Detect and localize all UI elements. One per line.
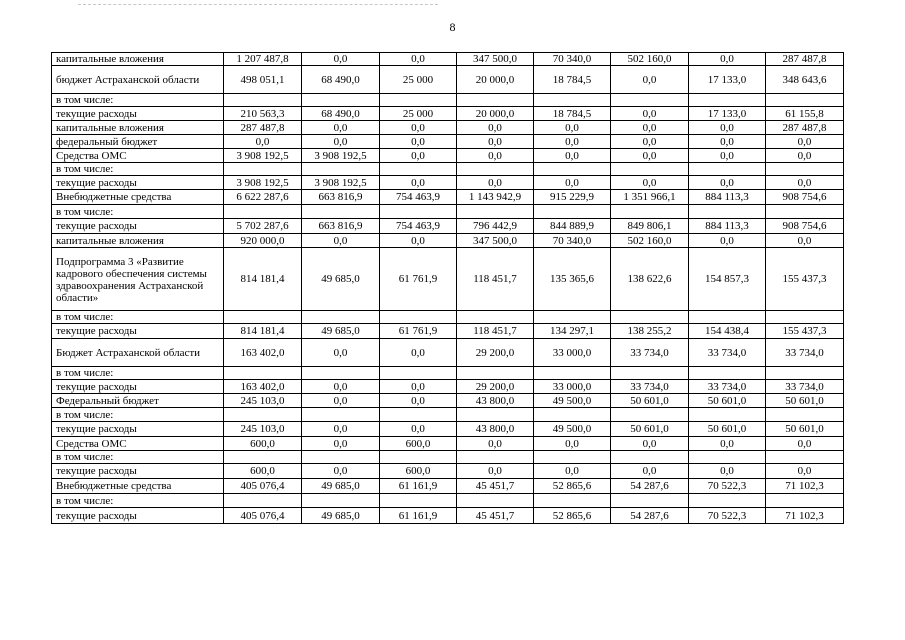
value-cell: 0,0 xyxy=(766,437,844,451)
value-cell xyxy=(766,163,844,176)
value-cell: 33 734,0 xyxy=(766,380,844,394)
row-label: Средства ОМС xyxy=(52,149,224,163)
value-cell: 68 490,0 xyxy=(302,66,380,94)
value-cell: 502 160,0 xyxy=(611,53,689,66)
value-cell: 663 816,9 xyxy=(302,190,380,205)
value-cell: 17 133,0 xyxy=(689,66,766,94)
value-cell xyxy=(457,311,534,324)
value-cell: 118 451,7 xyxy=(457,324,534,339)
value-cell xyxy=(457,205,534,219)
value-cell: 33 734,0 xyxy=(689,380,766,394)
row-label: текущие расходы xyxy=(52,422,224,437)
value-cell xyxy=(302,163,380,176)
value-cell: 0,0 xyxy=(457,121,534,135)
scan-artifact-line xyxy=(78,4,438,5)
value-cell: 348 643,6 xyxy=(766,66,844,94)
value-cell: 0,0 xyxy=(611,107,689,121)
value-cell: 0,0 xyxy=(766,234,844,248)
value-cell: 0,0 xyxy=(457,437,534,451)
value-cell: 50 601,0 xyxy=(611,394,689,408)
value-cell: 0,0 xyxy=(302,135,380,149)
value-cell: 0,0 xyxy=(611,149,689,163)
value-cell: 0,0 xyxy=(689,437,766,451)
value-cell: 70 522,3 xyxy=(689,508,766,524)
row-label: капитальные вложения xyxy=(52,53,224,66)
value-cell: 0,0 xyxy=(302,422,380,437)
page-number: 8 xyxy=(449,20,456,34)
value-cell: 405 076,4 xyxy=(224,479,302,494)
value-cell xyxy=(302,205,380,219)
value-cell xyxy=(689,163,766,176)
value-cell: 0,0 xyxy=(302,234,380,248)
value-cell: 43 800,0 xyxy=(457,422,534,437)
value-cell xyxy=(534,367,611,380)
row-label: в том числе: xyxy=(52,205,224,219)
value-cell: 49 685,0 xyxy=(302,248,380,311)
value-cell: 25 000 xyxy=(380,66,457,94)
value-cell: 70 340,0 xyxy=(534,53,611,66)
table-row xyxy=(52,339,844,367)
row-label: текущие расходы xyxy=(52,508,224,524)
value-cell xyxy=(766,408,844,422)
row-label: в том числе: xyxy=(52,163,224,176)
value-cell xyxy=(689,408,766,422)
value-cell: 0,0 xyxy=(380,422,457,437)
value-cell xyxy=(534,311,611,324)
value-cell: 0,0 xyxy=(380,121,457,135)
value-cell: 0,0 xyxy=(689,149,766,163)
value-cell xyxy=(457,451,534,464)
value-cell: 0,0 xyxy=(302,394,380,408)
table-row xyxy=(52,451,844,464)
value-cell: 33 000,0 xyxy=(534,380,611,394)
value-cell xyxy=(534,494,611,508)
value-cell: 0,0 xyxy=(534,437,611,451)
value-cell xyxy=(380,163,457,176)
value-cell: 18 784,5 xyxy=(534,66,611,94)
value-cell: 154 438,4 xyxy=(689,324,766,339)
value-cell: 135 365,6 xyxy=(534,248,611,311)
value-cell xyxy=(611,451,689,464)
value-cell xyxy=(611,311,689,324)
value-cell: 33 734,0 xyxy=(611,380,689,394)
table-row xyxy=(52,248,844,311)
value-cell: 245 103,0 xyxy=(224,422,302,437)
value-cell: 0,0 xyxy=(302,380,380,394)
value-cell: 0,0 xyxy=(380,135,457,149)
row-label: текущие расходы xyxy=(52,380,224,394)
value-cell xyxy=(766,94,844,107)
value-cell xyxy=(302,408,380,422)
value-cell: 0,0 xyxy=(302,437,380,451)
value-cell: 0,0 xyxy=(611,437,689,451)
table-row xyxy=(52,408,844,422)
value-cell: 3 908 192,5 xyxy=(224,176,302,190)
table-row xyxy=(52,479,844,494)
value-cell: 155 437,3 xyxy=(766,248,844,311)
value-cell: 61 155,8 xyxy=(766,107,844,121)
value-cell xyxy=(302,311,380,324)
budget-table xyxy=(51,52,844,524)
value-cell: 54 287,6 xyxy=(611,479,689,494)
value-cell: 20 000,0 xyxy=(457,66,534,94)
value-cell: 210 563,3 xyxy=(224,107,302,121)
table-row xyxy=(52,205,844,219)
value-cell: 138 622,6 xyxy=(611,248,689,311)
value-cell xyxy=(224,451,302,464)
value-cell: 0,0 xyxy=(380,176,457,190)
value-cell: 0,0 xyxy=(534,135,611,149)
value-cell xyxy=(766,205,844,219)
value-cell: 17 133,0 xyxy=(689,107,766,121)
value-cell: 796 442,9 xyxy=(457,219,534,234)
row-label: Бюджет Астраханской области xyxy=(52,339,224,367)
value-cell xyxy=(534,205,611,219)
value-cell: 0,0 xyxy=(611,464,689,479)
value-cell xyxy=(766,451,844,464)
value-cell: 0,0 xyxy=(611,135,689,149)
value-cell: 0,0 xyxy=(534,176,611,190)
table-row xyxy=(52,422,844,437)
value-cell: 884 113,3 xyxy=(689,219,766,234)
value-cell: 884 113,3 xyxy=(689,190,766,205)
value-cell: 0,0 xyxy=(302,53,380,66)
value-cell xyxy=(380,494,457,508)
value-cell xyxy=(380,451,457,464)
value-cell: 0,0 xyxy=(766,135,844,149)
value-cell: 18 784,5 xyxy=(534,107,611,121)
value-cell: 20 000,0 xyxy=(457,107,534,121)
value-cell: 163 402,0 xyxy=(224,380,302,394)
table-row xyxy=(52,367,844,380)
table-row xyxy=(52,53,844,66)
value-cell: 600,0 xyxy=(380,437,457,451)
row-label: Федеральный бюджет xyxy=(52,394,224,408)
value-cell: 5 702 287,6 xyxy=(224,219,302,234)
value-cell: 54 287,6 xyxy=(611,508,689,524)
value-cell xyxy=(611,205,689,219)
value-cell: 814 181,4 xyxy=(224,324,302,339)
row-label: Средства ОМС xyxy=(52,437,224,451)
value-cell: 0,0 xyxy=(457,464,534,479)
value-cell: 347 500,0 xyxy=(457,53,534,66)
value-cell: 0,0 xyxy=(380,234,457,248)
value-cell: 49 500,0 xyxy=(534,394,611,408)
value-cell xyxy=(611,94,689,107)
value-cell: 138 255,2 xyxy=(611,324,689,339)
row-label: капитальные вложения xyxy=(52,121,224,135)
value-cell: 0,0 xyxy=(611,176,689,190)
value-cell: 0,0 xyxy=(611,66,689,94)
value-cell xyxy=(534,451,611,464)
value-cell xyxy=(611,494,689,508)
table-row xyxy=(52,464,844,479)
table-row xyxy=(52,324,844,339)
table-row xyxy=(52,380,844,394)
value-cell: 0,0 xyxy=(611,121,689,135)
value-cell: 154 857,3 xyxy=(689,248,766,311)
table-row xyxy=(52,94,844,107)
value-cell: 0,0 xyxy=(689,464,766,479)
value-cell: 50 601,0 xyxy=(689,422,766,437)
value-cell: 33 734,0 xyxy=(766,339,844,367)
value-cell: 0,0 xyxy=(689,53,766,66)
value-cell: 908 754,6 xyxy=(766,219,844,234)
value-cell: 814 181,4 xyxy=(224,248,302,311)
value-cell xyxy=(457,494,534,508)
value-cell: 405 076,4 xyxy=(224,508,302,524)
value-cell: 0,0 xyxy=(302,464,380,479)
table-row xyxy=(52,135,844,149)
value-cell: 600,0 xyxy=(224,464,302,479)
row-label: в том числе: xyxy=(52,451,224,464)
value-cell: 287 487,8 xyxy=(766,121,844,135)
value-cell: 287 487,8 xyxy=(224,121,302,135)
value-cell: 33 734,0 xyxy=(689,339,766,367)
row-label: в том числе: xyxy=(52,494,224,508)
value-cell xyxy=(380,94,457,107)
value-cell: 0,0 xyxy=(534,149,611,163)
value-cell: 245 103,0 xyxy=(224,394,302,408)
value-cell: 0,0 xyxy=(534,121,611,135)
value-cell: 0,0 xyxy=(380,394,457,408)
value-cell xyxy=(689,205,766,219)
table-row xyxy=(52,394,844,408)
value-cell: 0,0 xyxy=(457,176,534,190)
value-cell xyxy=(766,367,844,380)
value-cell xyxy=(224,311,302,324)
table-row xyxy=(52,149,844,163)
value-cell: 29 200,0 xyxy=(457,339,534,367)
value-cell: 71 102,3 xyxy=(766,508,844,524)
value-cell: 0,0 xyxy=(302,121,380,135)
value-cell: 600,0 xyxy=(380,464,457,479)
value-cell: 50 601,0 xyxy=(766,394,844,408)
value-cell xyxy=(457,367,534,380)
value-cell xyxy=(224,408,302,422)
value-cell: 0,0 xyxy=(689,176,766,190)
value-cell: 6 622 287,6 xyxy=(224,190,302,205)
value-cell: 754 463,9 xyxy=(380,219,457,234)
value-cell: 0,0 xyxy=(380,53,457,66)
value-cell: 0,0 xyxy=(766,176,844,190)
value-cell xyxy=(457,408,534,422)
value-cell: 52 865,6 xyxy=(534,479,611,494)
value-cell: 50 601,0 xyxy=(611,422,689,437)
value-cell: 3 908 192,5 xyxy=(302,176,380,190)
value-cell: 155 437,3 xyxy=(766,324,844,339)
value-cell xyxy=(380,408,457,422)
table-row xyxy=(52,107,844,121)
table-row xyxy=(52,219,844,234)
row-label: в том числе: xyxy=(52,408,224,422)
row-label: капитальные вложения xyxy=(52,234,224,248)
value-cell: 33 734,0 xyxy=(611,339,689,367)
value-cell: 0,0 xyxy=(766,464,844,479)
value-cell: 29 200,0 xyxy=(457,380,534,394)
value-cell: 754 463,9 xyxy=(380,190,457,205)
value-cell: 68 490,0 xyxy=(302,107,380,121)
value-cell: 1 351 966,1 xyxy=(611,190,689,205)
table-row xyxy=(52,176,844,190)
value-cell: 915 229,9 xyxy=(534,190,611,205)
value-cell xyxy=(689,94,766,107)
value-cell: 1 207 487,8 xyxy=(224,53,302,66)
table-row xyxy=(52,234,844,248)
value-cell xyxy=(689,451,766,464)
value-cell xyxy=(534,94,611,107)
row-label: текущие расходы xyxy=(52,464,224,479)
value-cell: 498 051,1 xyxy=(224,66,302,94)
value-cell: 61 761,9 xyxy=(380,248,457,311)
table-row xyxy=(52,121,844,135)
table-row xyxy=(52,311,844,324)
value-cell: 50 601,0 xyxy=(689,394,766,408)
value-cell: 52 865,6 xyxy=(534,508,611,524)
value-cell: 118 451,7 xyxy=(457,248,534,311)
value-cell xyxy=(380,367,457,380)
value-cell: 163 402,0 xyxy=(224,339,302,367)
row-label: в том числе: xyxy=(52,94,224,107)
row-label: в том числе: xyxy=(52,311,224,324)
table-row xyxy=(52,494,844,508)
table-row xyxy=(52,437,844,451)
value-cell: 844 889,9 xyxy=(534,219,611,234)
row-label: Внебюджетные средства xyxy=(52,479,224,494)
value-cell xyxy=(302,94,380,107)
value-cell: 0,0 xyxy=(380,380,457,394)
value-cell: 0,0 xyxy=(457,149,534,163)
value-cell: 600,0 xyxy=(224,437,302,451)
value-cell: 61 161,9 xyxy=(380,508,457,524)
row-label: текущие расходы xyxy=(52,107,224,121)
value-cell: 0,0 xyxy=(534,464,611,479)
value-cell: 287 487,8 xyxy=(766,53,844,66)
value-cell: 61 761,9 xyxy=(380,324,457,339)
value-cell: 502 160,0 xyxy=(611,234,689,248)
row-label: текущие расходы xyxy=(52,324,224,339)
value-cell: 0,0 xyxy=(380,149,457,163)
value-cell xyxy=(224,205,302,219)
value-cell: 49 685,0 xyxy=(302,508,380,524)
value-cell: 920 000,0 xyxy=(224,234,302,248)
value-cell: 0,0 xyxy=(302,339,380,367)
value-cell: 43 800,0 xyxy=(457,394,534,408)
value-cell: 49 500,0 xyxy=(534,422,611,437)
value-cell: 347 500,0 xyxy=(457,234,534,248)
value-cell xyxy=(689,311,766,324)
value-cell: 71 102,3 xyxy=(766,479,844,494)
value-cell: 0,0 xyxy=(766,149,844,163)
table-row xyxy=(52,190,844,205)
row-label: в том числе: xyxy=(52,367,224,380)
value-cell xyxy=(689,494,766,508)
value-cell: 908 754,6 xyxy=(766,190,844,205)
budget-table-body xyxy=(52,53,844,524)
value-cell xyxy=(224,94,302,107)
value-cell xyxy=(457,94,534,107)
value-cell xyxy=(766,494,844,508)
value-cell xyxy=(766,311,844,324)
row-label: Внебюджетные средства xyxy=(52,190,224,205)
value-cell xyxy=(457,163,534,176)
value-cell: 45 451,7 xyxy=(457,508,534,524)
value-cell: 0,0 xyxy=(689,121,766,135)
value-cell: 0,0 xyxy=(689,234,766,248)
value-cell xyxy=(689,367,766,380)
value-cell: 134 297,1 xyxy=(534,324,611,339)
value-cell: 50 601,0 xyxy=(766,422,844,437)
table-row xyxy=(52,508,844,524)
value-cell xyxy=(611,163,689,176)
value-cell: 0,0 xyxy=(457,135,534,149)
value-cell: 3 908 192,5 xyxy=(224,149,302,163)
value-cell: 45 451,7 xyxy=(457,479,534,494)
value-cell: 49 685,0 xyxy=(302,479,380,494)
value-cell: 1 143 942,9 xyxy=(457,190,534,205)
value-cell xyxy=(302,451,380,464)
value-cell: 849 806,1 xyxy=(611,219,689,234)
value-cell xyxy=(302,494,380,508)
value-cell: 70 522,3 xyxy=(689,479,766,494)
value-cell xyxy=(534,408,611,422)
value-cell xyxy=(224,367,302,380)
value-cell: 0,0 xyxy=(224,135,302,149)
value-cell: 3 908 192,5 xyxy=(302,149,380,163)
row-label: текущие расходы xyxy=(52,176,224,190)
value-cell: 25 000 xyxy=(380,107,457,121)
value-cell: 33 000,0 xyxy=(534,339,611,367)
value-cell xyxy=(302,367,380,380)
value-cell: 49 685,0 xyxy=(302,324,380,339)
value-cell xyxy=(534,163,611,176)
row-label: Подпрограмма 3 «Развитие кадрового обеспечения системы здравоохранения Астраханской области» xyxy=(52,248,224,311)
row-label: текущие расходы xyxy=(52,219,224,234)
table-row xyxy=(52,66,844,94)
value-cell: 663 816,9 xyxy=(302,219,380,234)
value-cell: 70 340,0 xyxy=(534,234,611,248)
row-label: бюджет Астраханской области xyxy=(52,66,224,94)
value-cell xyxy=(380,205,457,219)
value-cell xyxy=(224,163,302,176)
value-cell xyxy=(611,408,689,422)
value-cell xyxy=(611,367,689,380)
value-cell xyxy=(380,311,457,324)
value-cell xyxy=(224,494,302,508)
row-label: федеральный бюджет xyxy=(52,135,224,149)
value-cell: 0,0 xyxy=(380,339,457,367)
value-cell: 0,0 xyxy=(689,135,766,149)
value-cell: 61 161,9 xyxy=(380,479,457,494)
table-row xyxy=(52,163,844,176)
